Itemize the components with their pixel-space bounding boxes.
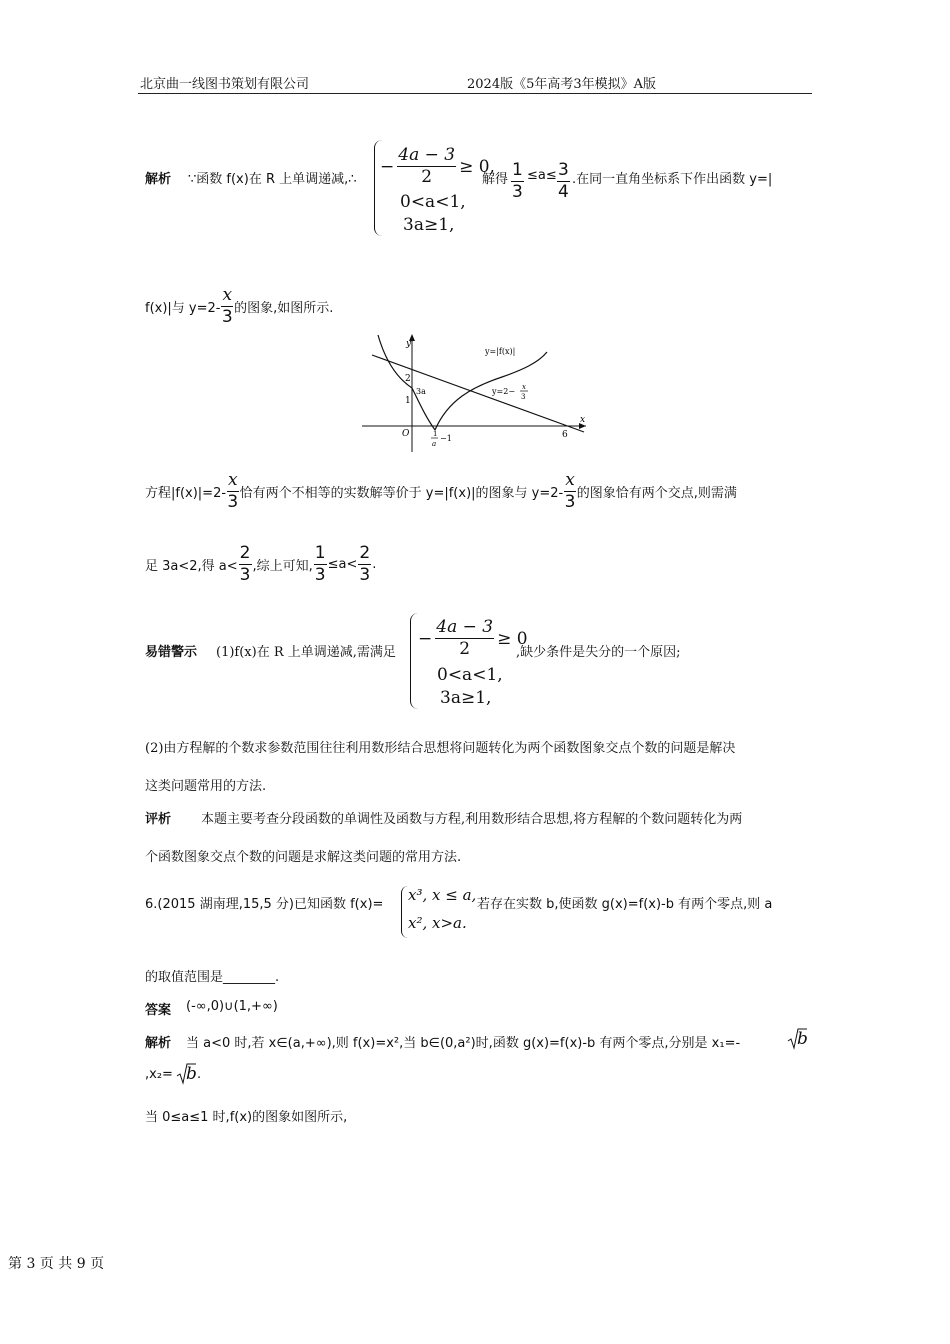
question-6-brace — [401, 886, 408, 938]
solution-line-2 — [145, 287, 333, 326]
p2-frac-3 — [358, 545, 371, 584]
p2-post: . — [372, 557, 377, 572]
p2-den-2: 3 — [314, 565, 326, 585]
curve-right-branch — [435, 352, 547, 430]
result-num-2: 3 — [558, 160, 569, 180]
warning-item-2-line-2: 这类问题常用的方法. — [145, 779, 267, 794]
warning-neg-sign: − — [418, 628, 433, 649]
p2-num-2: 1 — [314, 543, 326, 563]
p2-den-3: 3 — [359, 565, 371, 585]
line2-num: x — [222, 285, 233, 305]
p1-den-2: 3 — [564, 492, 576, 512]
sqrt-b-2-text: b — [186, 1064, 197, 1084]
warning-label: 易错警示 — [145, 645, 198, 660]
p2-pre: 足 3a<2,得 a< — [145, 559, 238, 574]
equation-paragraph-line-1 — [145, 472, 737, 511]
answer-value: (-∞,0)∪(1,+∞) — [186, 999, 278, 1014]
p2-mid-2: ≤a< — [327, 557, 358, 572]
system-numerator: 4a − 3 — [398, 145, 456, 165]
p2-frac-2 — [314, 545, 327, 584]
q6-solution-line-3: 当 0≤a≤1 时,f(x)的图象如图所示, — [145, 1110, 348, 1125]
result-fraction-1 — [510, 162, 525, 201]
system-line-1 — [380, 147, 495, 186]
sqrt-b-1 — [787, 1027, 807, 1055]
warning-system-line-3: 3a≥1, — [440, 688, 492, 708]
system-fraction — [397, 147, 456, 186]
result-den-1: 3 — [512, 182, 523, 202]
p1-post: 的图象恰有两个交点,则需满 — [576, 486, 737, 501]
question-6-lead: 6.(2015 湖南理,15,5 分)已知函数 f(x)= — [145, 897, 384, 912]
equation-paragraph-line-2 — [145, 545, 376, 584]
p1-mid: 恰有两个不相等的实数解等价于 y=|f(x)|的图象与 y=2- — [239, 486, 564, 501]
solution-lead-text: ∵函数 f(x)在 R 上单调递减,∴ — [188, 172, 357, 187]
p1-num-1: x — [228, 470, 238, 490]
graph-origin-label: O — [402, 429, 410, 439]
result-inequality: ≤a≤ — [527, 168, 557, 183]
p2-den-1: 3 — [239, 565, 251, 585]
graph-tick-num: 1 — [433, 430, 438, 438]
sqrt-b-1-text: b — [797, 1029, 808, 1049]
warning-system-line-2: 0<a<1, — [437, 665, 503, 685]
header-book-title: 2024版《5年高考3年模拟》A版 — [467, 77, 657, 92]
graph-y-label: y — [406, 339, 412, 349]
q6-solution-line-2-pre: ,x₂= — [145, 1067, 173, 1082]
solution-label: 解析 — [145, 172, 172, 187]
question-6-case-1: x³, x ≤ a, — [408, 886, 477, 904]
function-graph — [362, 330, 590, 455]
p2-num-1: 2 — [239, 543, 251, 563]
warning-lead: (1)f(x)在 R 上单调递减,需满足 — [216, 645, 396, 660]
system-line-2: 0<a<1, — [400, 192, 466, 212]
warning-denominator: 2 — [459, 639, 471, 659]
p1-pre: 方程|f(x)|=2- — [145, 486, 227, 501]
warning-system-line-1 — [418, 619, 528, 658]
question-6-line-2: 的取值范围是________. — [145, 970, 280, 985]
warning-item-2-line-1: (2)由方程解的个数求参数范围往往利用数形结合思想将问题转化为两个函数图象交点个数的问题是解决 — [145, 741, 736, 756]
question-6-tail: 若存在实数 b,使函数 g(x)=f(x)-b 有两个零点,则 a — [477, 897, 773, 912]
comment-label: 评析 — [145, 812, 172, 827]
result-num-1: 1 — [512, 160, 523, 180]
graph-label-3a: 3a — [416, 387, 426, 396]
graph-curve-label: y=|f(x)| — [485, 347, 516, 356]
result-fraction-2 — [556, 162, 571, 201]
warning-ge-zero: ≥ 0 — [497, 628, 528, 649]
graph-tick-post: −1 — [440, 434, 452, 443]
system-ge-zero: ≥ 0, — [459, 156, 495, 177]
system-neg-sign: − — [380, 156, 395, 177]
p2-num-3: 2 — [359, 543, 371, 563]
page-number: 第 3 页 共 9 页 — [8, 1256, 105, 1272]
graph-line-label-num: x — [522, 383, 526, 391]
line-y-2-minus-x-over-3 — [372, 355, 584, 432]
line2-pre: f(x)|与 y=2- — [145, 301, 221, 316]
graph-label-6: 6 — [562, 430, 568, 440]
q6-solution-line-1: 当 a<0 时,若 x∈(a,+∞),则 f(x)=x²,当 b∈(0,a²)时,函数 g(x)=f(x)-b 有两个零点,分别是 x₁=- — [186, 1036, 741, 1051]
p1-frac-1 — [227, 472, 239, 511]
line2-fraction — [221, 287, 233, 326]
warning-tail: ,缺少条件是失分的一个原因; — [516, 645, 681, 660]
graph-x-label: x — [580, 415, 586, 425]
graph-tick-den: a — [432, 440, 437, 448]
graph-label-1: 1 — [405, 396, 411, 406]
warning-fraction — [435, 619, 494, 658]
graph-line-label-den: 3 — [521, 393, 526, 401]
solve-text: 解得 — [482, 172, 509, 187]
comment-line-1: 本题主要考查分段函数的单调性及函数与方程,利用数形结合思想,将方程解的个数问题转化为两 — [201, 812, 743, 827]
p1-frac-2 — [564, 472, 576, 511]
header-company: 北京曲一线图书策划有限公司 — [140, 77, 310, 92]
p2-mid: ,综上可知, — [252, 559, 313, 574]
comment-line-2: 个函数图象交点个数的问题是求解这类问题的常用方法. — [145, 850, 462, 865]
q6-solution-label: 解析 — [145, 1036, 172, 1051]
graph-line-label-pre: y=2− — [492, 387, 516, 396]
system-denominator: 2 — [421, 167, 433, 187]
warning-numerator: 4a − 3 — [436, 617, 494, 637]
result-den-2: 4 — [558, 182, 569, 202]
sqrt-b-2 — [176, 1062, 196, 1090]
q6-solution-line-2-post: . — [197, 1067, 202, 1082]
line2-den: 3 — [221, 307, 233, 327]
p1-den-1: 3 — [227, 492, 239, 512]
system-line-3: 3a≥1, — [403, 215, 455, 235]
header-rule — [138, 93, 812, 94]
graph-label-2: 2 — [405, 374, 411, 384]
solution-tail-text: .在同一直角坐标系下作出函数 y=| — [572, 172, 773, 187]
question-6-case-2: x², x>a. — [408, 914, 467, 932]
line2-post: 的图象,如图所示. — [234, 301, 334, 316]
answer-label: 答案 — [145, 1003, 172, 1018]
p2-frac-1 — [239, 545, 252, 584]
p1-num-2: x — [565, 470, 575, 490]
